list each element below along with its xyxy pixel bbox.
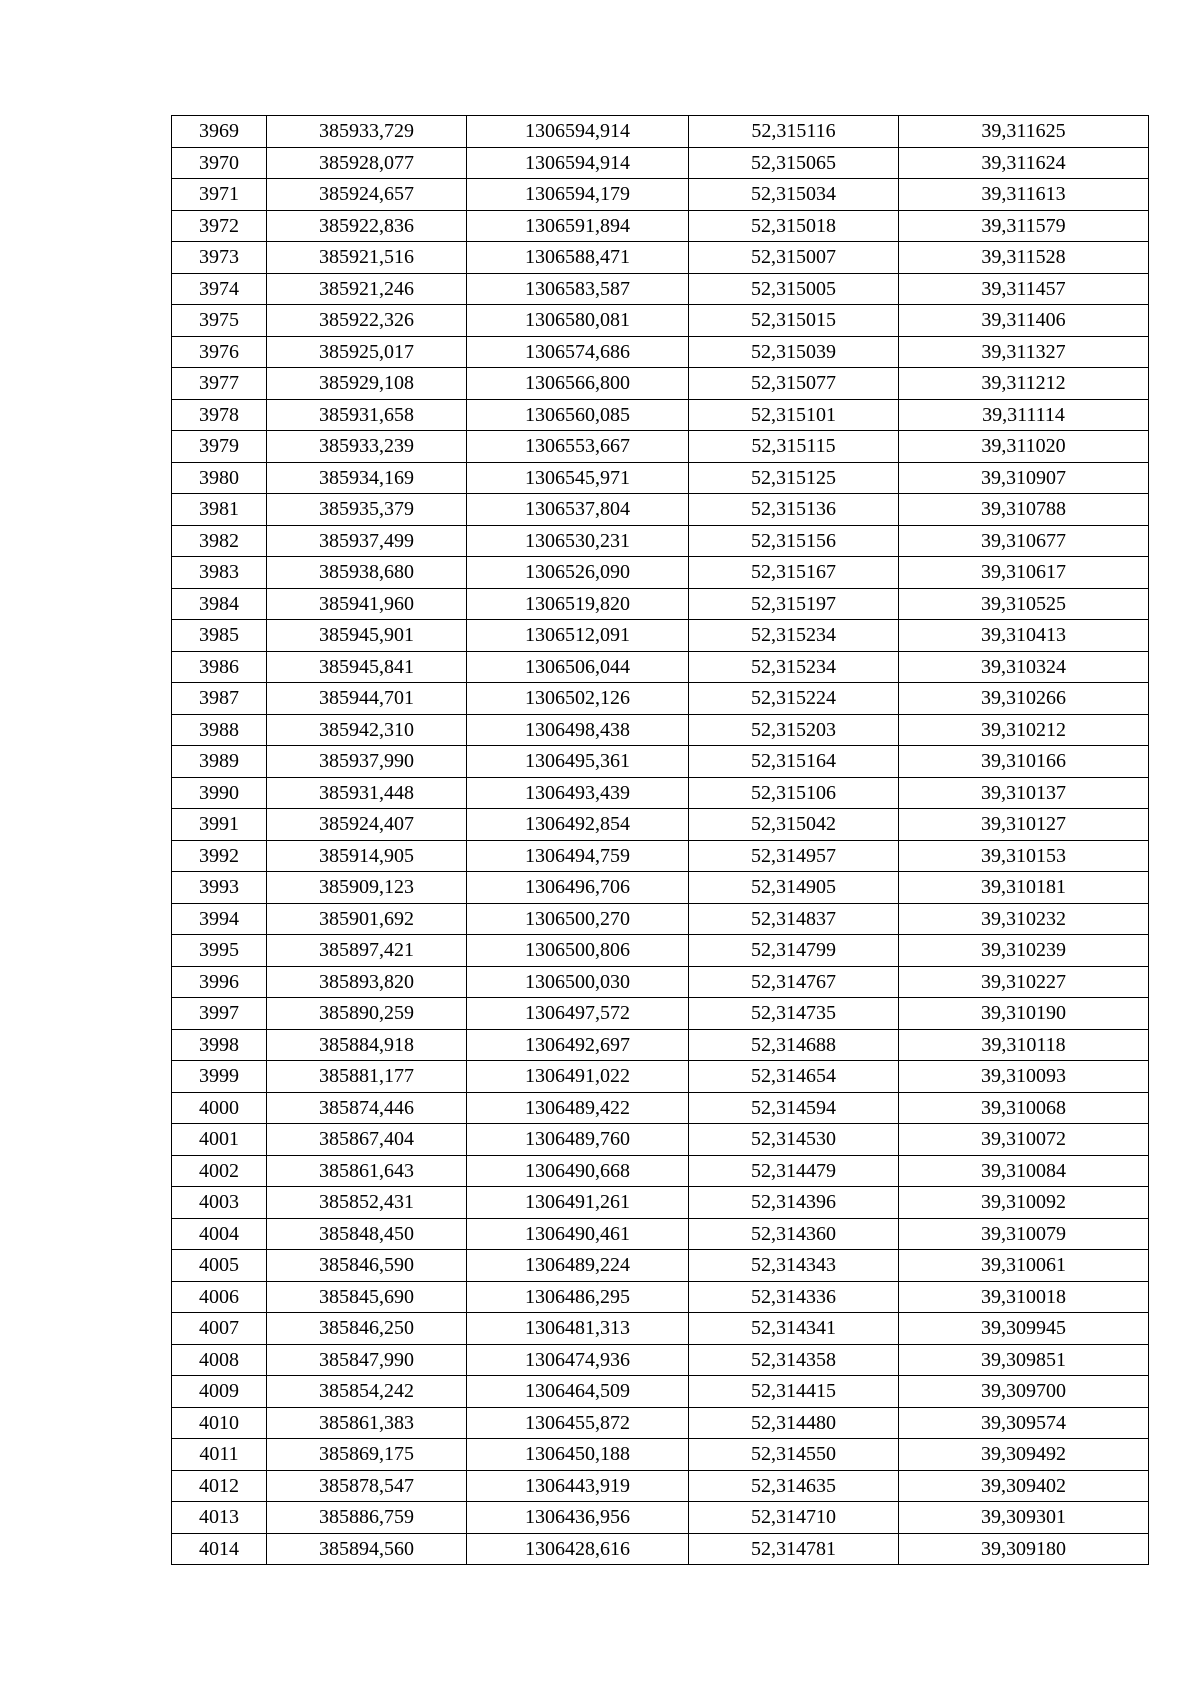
table-row bbox=[172, 588, 1149, 620]
point-number-cell: 3970 bbox=[172, 147, 267, 179]
x-coordinate-cell: 385931,658 bbox=[267, 399, 467, 431]
y-coordinate-cell: 1306489,224 bbox=[467, 1250, 689, 1282]
table-row bbox=[172, 1250, 1149, 1282]
latitude-cell: 52,314594 bbox=[689, 1092, 899, 1124]
longitude-cell: 39,309700 bbox=[899, 1376, 1149, 1408]
y-coordinate-cell: 1306490,668 bbox=[467, 1155, 689, 1187]
table-row bbox=[172, 1470, 1149, 1502]
point-number-cell: 3980 bbox=[172, 462, 267, 494]
longitude-cell: 39,311624 bbox=[899, 147, 1149, 179]
x-coordinate-cell: 385897,421 bbox=[267, 935, 467, 967]
y-coordinate-cell: 1306491,022 bbox=[467, 1061, 689, 1093]
table-row bbox=[172, 1533, 1149, 1565]
latitude-cell: 52,315224 bbox=[689, 683, 899, 715]
x-coordinate-cell: 385909,123 bbox=[267, 872, 467, 904]
table-row bbox=[172, 1281, 1149, 1313]
latitude-cell: 52,315018 bbox=[689, 210, 899, 242]
latitude-cell: 52,315197 bbox=[689, 588, 899, 620]
latitude-cell: 52,315167 bbox=[689, 557, 899, 589]
latitude-cell: 52,315077 bbox=[689, 368, 899, 400]
point-number-cell: 3998 bbox=[172, 1029, 267, 1061]
longitude-cell: 39,310232 bbox=[899, 903, 1149, 935]
x-coordinate-cell: 385934,169 bbox=[267, 462, 467, 494]
y-coordinate-cell: 1306489,422 bbox=[467, 1092, 689, 1124]
longitude-cell: 39,309180 bbox=[899, 1533, 1149, 1565]
x-coordinate-cell: 385854,242 bbox=[267, 1376, 467, 1408]
point-number-cell: 4003 bbox=[172, 1187, 267, 1219]
point-number-cell: 3999 bbox=[172, 1061, 267, 1093]
latitude-cell: 52,315101 bbox=[689, 399, 899, 431]
point-number-cell: 3991 bbox=[172, 809, 267, 841]
latitude-cell: 52,315039 bbox=[689, 336, 899, 368]
longitude-cell: 39,310079 bbox=[899, 1218, 1149, 1250]
longitude-cell: 39,310190 bbox=[899, 998, 1149, 1030]
y-coordinate-cell: 1306496,706 bbox=[467, 872, 689, 904]
y-coordinate-cell: 1306594,179 bbox=[467, 179, 689, 211]
point-number-cell: 3975 bbox=[172, 305, 267, 337]
table-row bbox=[172, 1218, 1149, 1250]
table-row bbox=[172, 620, 1149, 652]
table-row bbox=[172, 1407, 1149, 1439]
y-coordinate-cell: 1306450,188 bbox=[467, 1439, 689, 1471]
y-coordinate-cell: 1306591,894 bbox=[467, 210, 689, 242]
point-number-cell: 4000 bbox=[172, 1092, 267, 1124]
x-coordinate-cell: 385890,259 bbox=[267, 998, 467, 1030]
table-row bbox=[172, 273, 1149, 305]
point-number-cell: 4001 bbox=[172, 1124, 267, 1156]
point-number-cell: 3982 bbox=[172, 525, 267, 557]
table-row bbox=[172, 147, 1149, 179]
latitude-cell: 52,315034 bbox=[689, 179, 899, 211]
x-coordinate-cell: 385852,431 bbox=[267, 1187, 467, 1219]
longitude-cell: 39,311327 bbox=[899, 336, 1149, 368]
table-row bbox=[172, 903, 1149, 935]
x-coordinate-cell: 385921,246 bbox=[267, 273, 467, 305]
table-row bbox=[172, 1439, 1149, 1471]
table-row bbox=[172, 966, 1149, 998]
point-number-cell: 4007 bbox=[172, 1313, 267, 1345]
point-number-cell: 4004 bbox=[172, 1218, 267, 1250]
latitude-cell: 52,314343 bbox=[689, 1250, 899, 1282]
latitude-cell: 52,314905 bbox=[689, 872, 899, 904]
table-row bbox=[172, 557, 1149, 589]
y-coordinate-cell: 1306489,760 bbox=[467, 1124, 689, 1156]
table-row bbox=[172, 1061, 1149, 1093]
point-number-cell: 3972 bbox=[172, 210, 267, 242]
point-number-cell: 3990 bbox=[172, 777, 267, 809]
y-coordinate-cell: 1306553,667 bbox=[467, 431, 689, 463]
point-number-cell: 4002 bbox=[172, 1155, 267, 1187]
longitude-cell: 39,310677 bbox=[899, 525, 1149, 557]
latitude-cell: 52,314479 bbox=[689, 1155, 899, 1187]
y-coordinate-cell: 1306566,800 bbox=[467, 368, 689, 400]
latitude-cell: 52,315234 bbox=[689, 620, 899, 652]
point-number-cell: 3979 bbox=[172, 431, 267, 463]
y-coordinate-cell: 1306455,872 bbox=[467, 1407, 689, 1439]
y-coordinate-cell: 1306495,361 bbox=[467, 746, 689, 778]
x-coordinate-cell: 385924,657 bbox=[267, 179, 467, 211]
x-coordinate-cell: 385867,404 bbox=[267, 1124, 467, 1156]
table-row bbox=[172, 935, 1149, 967]
y-coordinate-cell: 1306486,295 bbox=[467, 1281, 689, 1313]
longitude-cell: 39,310092 bbox=[899, 1187, 1149, 1219]
longitude-cell: 39,310227 bbox=[899, 966, 1149, 998]
point-number-cell: 3969 bbox=[172, 116, 267, 148]
y-coordinate-cell: 1306530,231 bbox=[467, 525, 689, 557]
table-row bbox=[172, 1092, 1149, 1124]
point-number-cell: 4010 bbox=[172, 1407, 267, 1439]
point-number-cell: 3976 bbox=[172, 336, 267, 368]
x-coordinate-cell: 385933,729 bbox=[267, 116, 467, 148]
point-number-cell: 3971 bbox=[172, 179, 267, 211]
point-number-cell: 3989 bbox=[172, 746, 267, 778]
x-coordinate-cell: 385846,590 bbox=[267, 1250, 467, 1282]
point-number-cell: 3993 bbox=[172, 872, 267, 904]
latitude-cell: 52,315156 bbox=[689, 525, 899, 557]
longitude-cell: 39,311457 bbox=[899, 273, 1149, 305]
x-coordinate-cell: 385935,379 bbox=[267, 494, 467, 526]
y-coordinate-cell: 1306490,461 bbox=[467, 1218, 689, 1250]
x-coordinate-cell: 385846,250 bbox=[267, 1313, 467, 1345]
point-number-cell: 3978 bbox=[172, 399, 267, 431]
table-row bbox=[172, 1376, 1149, 1408]
table-row bbox=[172, 116, 1149, 148]
longitude-cell: 39,310413 bbox=[899, 620, 1149, 652]
y-coordinate-cell: 1306493,439 bbox=[467, 777, 689, 809]
point-number-cell: 4008 bbox=[172, 1344, 267, 1376]
y-coordinate-cell: 1306497,572 bbox=[467, 998, 689, 1030]
point-number-cell: 3981 bbox=[172, 494, 267, 526]
longitude-cell: 39,311613 bbox=[899, 179, 1149, 211]
longitude-cell: 39,309301 bbox=[899, 1502, 1149, 1534]
x-coordinate-cell: 385938,680 bbox=[267, 557, 467, 589]
longitude-cell: 39,310788 bbox=[899, 494, 1149, 526]
x-coordinate-cell: 385945,841 bbox=[267, 651, 467, 683]
latitude-cell: 52,314530 bbox=[689, 1124, 899, 1156]
y-coordinate-cell: 1306491,261 bbox=[467, 1187, 689, 1219]
point-number-cell: 3997 bbox=[172, 998, 267, 1030]
table-row bbox=[172, 431, 1149, 463]
x-coordinate-cell: 385869,175 bbox=[267, 1439, 467, 1471]
table-row bbox=[172, 1029, 1149, 1061]
latitude-cell: 52,315115 bbox=[689, 431, 899, 463]
point-number-cell: 3987 bbox=[172, 683, 267, 715]
longitude-cell: 39,310212 bbox=[899, 714, 1149, 746]
table-row bbox=[172, 305, 1149, 337]
y-coordinate-cell: 1306492,697 bbox=[467, 1029, 689, 1061]
latitude-cell: 52,315164 bbox=[689, 746, 899, 778]
latitude-cell: 52,315116 bbox=[689, 116, 899, 148]
y-coordinate-cell: 1306583,587 bbox=[467, 273, 689, 305]
longitude-cell: 39,311528 bbox=[899, 242, 1149, 274]
longitude-cell: 39,310153 bbox=[899, 840, 1149, 872]
longitude-cell: 39,311020 bbox=[899, 431, 1149, 463]
table-row bbox=[172, 1313, 1149, 1345]
x-coordinate-cell: 385922,326 bbox=[267, 305, 467, 337]
table-row bbox=[172, 714, 1149, 746]
y-coordinate-cell: 1306443,919 bbox=[467, 1470, 689, 1502]
longitude-cell: 39,310127 bbox=[899, 809, 1149, 841]
x-coordinate-cell: 385942,310 bbox=[267, 714, 467, 746]
x-coordinate-cell: 385928,077 bbox=[267, 147, 467, 179]
y-coordinate-cell: 1306464,509 bbox=[467, 1376, 689, 1408]
y-coordinate-cell: 1306500,806 bbox=[467, 935, 689, 967]
latitude-cell: 52,314635 bbox=[689, 1470, 899, 1502]
point-number-cell: 3985 bbox=[172, 620, 267, 652]
point-number-cell: 4012 bbox=[172, 1470, 267, 1502]
latitude-cell: 52,314799 bbox=[689, 935, 899, 967]
table-row bbox=[172, 1344, 1149, 1376]
latitude-cell: 52,315125 bbox=[689, 462, 899, 494]
latitude-cell: 52,314837 bbox=[689, 903, 899, 935]
longitude-cell: 39,310617 bbox=[899, 557, 1149, 589]
x-coordinate-cell: 385933,239 bbox=[267, 431, 467, 463]
table-row bbox=[172, 462, 1149, 494]
y-coordinate-cell: 1306588,471 bbox=[467, 242, 689, 274]
longitude-cell: 39,310018 bbox=[899, 1281, 1149, 1313]
longitude-cell: 39,310137 bbox=[899, 777, 1149, 809]
x-coordinate-cell: 385847,990 bbox=[267, 1344, 467, 1376]
x-coordinate-cell: 385881,177 bbox=[267, 1061, 467, 1093]
x-coordinate-cell: 385929,108 bbox=[267, 368, 467, 400]
latitude-cell: 52,315234 bbox=[689, 651, 899, 683]
coordinates-table-body bbox=[172, 116, 1149, 1565]
table-row bbox=[172, 651, 1149, 683]
point-number-cell: 4009 bbox=[172, 1376, 267, 1408]
table-row bbox=[172, 809, 1149, 841]
latitude-cell: 52,315136 bbox=[689, 494, 899, 526]
x-coordinate-cell: 385861,383 bbox=[267, 1407, 467, 1439]
longitude-cell: 39,310239 bbox=[899, 935, 1149, 967]
longitude-cell: 39,310068 bbox=[899, 1092, 1149, 1124]
point-number-cell: 3992 bbox=[172, 840, 267, 872]
latitude-cell: 52,314781 bbox=[689, 1533, 899, 1565]
y-coordinate-cell: 1306574,686 bbox=[467, 336, 689, 368]
longitude-cell: 39,310266 bbox=[899, 683, 1149, 715]
y-coordinate-cell: 1306512,091 bbox=[467, 620, 689, 652]
x-coordinate-cell: 385937,499 bbox=[267, 525, 467, 557]
latitude-cell: 52,314480 bbox=[689, 1407, 899, 1439]
x-coordinate-cell: 385925,017 bbox=[267, 336, 467, 368]
table-row bbox=[172, 777, 1149, 809]
longitude-cell: 39,311114 bbox=[899, 399, 1149, 431]
latitude-cell: 52,315005 bbox=[689, 273, 899, 305]
table-row bbox=[172, 525, 1149, 557]
x-coordinate-cell: 385945,901 bbox=[267, 620, 467, 652]
y-coordinate-cell: 1306537,804 bbox=[467, 494, 689, 526]
y-coordinate-cell: 1306580,081 bbox=[467, 305, 689, 337]
x-coordinate-cell: 385894,560 bbox=[267, 1533, 467, 1565]
x-coordinate-cell: 385901,692 bbox=[267, 903, 467, 935]
latitude-cell: 52,314767 bbox=[689, 966, 899, 998]
latitude-cell: 52,315015 bbox=[689, 305, 899, 337]
point-number-cell: 3995 bbox=[172, 935, 267, 967]
y-coordinate-cell: 1306492,854 bbox=[467, 809, 689, 841]
y-coordinate-cell: 1306500,030 bbox=[467, 966, 689, 998]
longitude-cell: 39,311579 bbox=[899, 210, 1149, 242]
longitude-cell: 39,309574 bbox=[899, 1407, 1149, 1439]
longitude-cell: 39,310525 bbox=[899, 588, 1149, 620]
longitude-cell: 39,310166 bbox=[899, 746, 1149, 778]
table-row bbox=[172, 494, 1149, 526]
longitude-cell: 39,309851 bbox=[899, 1344, 1149, 1376]
latitude-cell: 52,315042 bbox=[689, 809, 899, 841]
y-coordinate-cell: 1306526,090 bbox=[467, 557, 689, 589]
longitude-cell: 39,310907 bbox=[899, 462, 1149, 494]
y-coordinate-cell: 1306474,936 bbox=[467, 1344, 689, 1376]
longitude-cell: 39,309492 bbox=[899, 1439, 1149, 1471]
point-number-cell: 4014 bbox=[172, 1533, 267, 1565]
latitude-cell: 52,314710 bbox=[689, 1502, 899, 1534]
longitude-cell: 39,310061 bbox=[899, 1250, 1149, 1282]
point-number-cell: 3973 bbox=[172, 242, 267, 274]
table-row bbox=[172, 1187, 1149, 1219]
y-coordinate-cell: 1306506,044 bbox=[467, 651, 689, 683]
latitude-cell: 52,314336 bbox=[689, 1281, 899, 1313]
table-row bbox=[172, 1502, 1149, 1534]
table-row bbox=[172, 368, 1149, 400]
latitude-cell: 52,314341 bbox=[689, 1313, 899, 1345]
x-coordinate-cell: 385944,701 bbox=[267, 683, 467, 715]
x-coordinate-cell: 385914,905 bbox=[267, 840, 467, 872]
x-coordinate-cell: 385861,643 bbox=[267, 1155, 467, 1187]
point-number-cell: 3988 bbox=[172, 714, 267, 746]
x-coordinate-cell: 385921,516 bbox=[267, 242, 467, 274]
x-coordinate-cell: 385886,759 bbox=[267, 1502, 467, 1534]
point-number-cell: 3974 bbox=[172, 273, 267, 305]
table-row bbox=[172, 1124, 1149, 1156]
y-coordinate-cell: 1306498,438 bbox=[467, 714, 689, 746]
point-number-cell: 3986 bbox=[172, 651, 267, 683]
longitude-cell: 39,310084 bbox=[899, 1155, 1149, 1187]
table-row bbox=[172, 210, 1149, 242]
table-row bbox=[172, 872, 1149, 904]
latitude-cell: 52,314688 bbox=[689, 1029, 899, 1061]
latitude-cell: 52,314654 bbox=[689, 1061, 899, 1093]
table-row bbox=[172, 399, 1149, 431]
y-coordinate-cell: 1306436,956 bbox=[467, 1502, 689, 1534]
table-row bbox=[172, 998, 1149, 1030]
x-coordinate-cell: 385878,547 bbox=[267, 1470, 467, 1502]
point-number-cell: 4006 bbox=[172, 1281, 267, 1313]
point-number-cell: 3983 bbox=[172, 557, 267, 589]
y-coordinate-cell: 1306519,820 bbox=[467, 588, 689, 620]
longitude-cell: 39,310181 bbox=[899, 872, 1149, 904]
x-coordinate-cell: 385941,960 bbox=[267, 588, 467, 620]
y-coordinate-cell: 1306594,914 bbox=[467, 116, 689, 148]
latitude-cell: 52,314360 bbox=[689, 1218, 899, 1250]
longitude-cell: 39,311625 bbox=[899, 116, 1149, 148]
latitude-cell: 52,314735 bbox=[689, 998, 899, 1030]
point-number-cell: 4005 bbox=[172, 1250, 267, 1282]
y-coordinate-cell: 1306545,971 bbox=[467, 462, 689, 494]
latitude-cell: 52,315065 bbox=[689, 147, 899, 179]
table-row bbox=[172, 840, 1149, 872]
x-coordinate-cell: 385893,820 bbox=[267, 966, 467, 998]
y-coordinate-cell: 1306500,270 bbox=[467, 903, 689, 935]
table-row bbox=[172, 683, 1149, 715]
table-row bbox=[172, 242, 1149, 274]
longitude-cell: 39,310324 bbox=[899, 651, 1149, 683]
coordinates-table bbox=[171, 115, 1149, 1565]
latitude-cell: 52,314415 bbox=[689, 1376, 899, 1408]
point-number-cell: 4011 bbox=[172, 1439, 267, 1471]
longitude-cell: 39,310072 bbox=[899, 1124, 1149, 1156]
longitude-cell: 39,311212 bbox=[899, 368, 1149, 400]
table-row bbox=[172, 336, 1149, 368]
x-coordinate-cell: 385924,407 bbox=[267, 809, 467, 841]
point-number-cell: 4013 bbox=[172, 1502, 267, 1534]
latitude-cell: 52,315007 bbox=[689, 242, 899, 274]
latitude-cell: 52,315106 bbox=[689, 777, 899, 809]
longitude-cell: 39,309945 bbox=[899, 1313, 1149, 1345]
point-number-cell: 3984 bbox=[172, 588, 267, 620]
latitude-cell: 52,314358 bbox=[689, 1344, 899, 1376]
x-coordinate-cell: 385931,448 bbox=[267, 777, 467, 809]
y-coordinate-cell: 1306502,126 bbox=[467, 683, 689, 715]
longitude-cell: 39,311406 bbox=[899, 305, 1149, 337]
y-coordinate-cell: 1306560,085 bbox=[467, 399, 689, 431]
x-coordinate-cell: 385848,450 bbox=[267, 1218, 467, 1250]
table-row bbox=[172, 1155, 1149, 1187]
longitude-cell: 39,310118 bbox=[899, 1029, 1149, 1061]
x-coordinate-cell: 385937,990 bbox=[267, 746, 467, 778]
x-coordinate-cell: 385922,836 bbox=[267, 210, 467, 242]
point-number-cell: 3996 bbox=[172, 966, 267, 998]
point-number-cell: 3977 bbox=[172, 368, 267, 400]
longitude-cell: 39,309402 bbox=[899, 1470, 1149, 1502]
latitude-cell: 52,314396 bbox=[689, 1187, 899, 1219]
point-number-cell: 3994 bbox=[172, 903, 267, 935]
y-coordinate-cell: 1306494,759 bbox=[467, 840, 689, 872]
y-coordinate-cell: 1306594,914 bbox=[467, 147, 689, 179]
latitude-cell: 52,315203 bbox=[689, 714, 899, 746]
y-coordinate-cell: 1306481,313 bbox=[467, 1313, 689, 1345]
x-coordinate-cell: 385884,918 bbox=[267, 1029, 467, 1061]
longitude-cell: 39,310093 bbox=[899, 1061, 1149, 1093]
x-coordinate-cell: 385874,446 bbox=[267, 1092, 467, 1124]
latitude-cell: 52,314550 bbox=[689, 1439, 899, 1471]
table-row bbox=[172, 179, 1149, 211]
table-row bbox=[172, 746, 1149, 778]
latitude-cell: 52,314957 bbox=[689, 840, 899, 872]
x-coordinate-cell: 385845,690 bbox=[267, 1281, 467, 1313]
y-coordinate-cell: 1306428,616 bbox=[467, 1533, 689, 1565]
